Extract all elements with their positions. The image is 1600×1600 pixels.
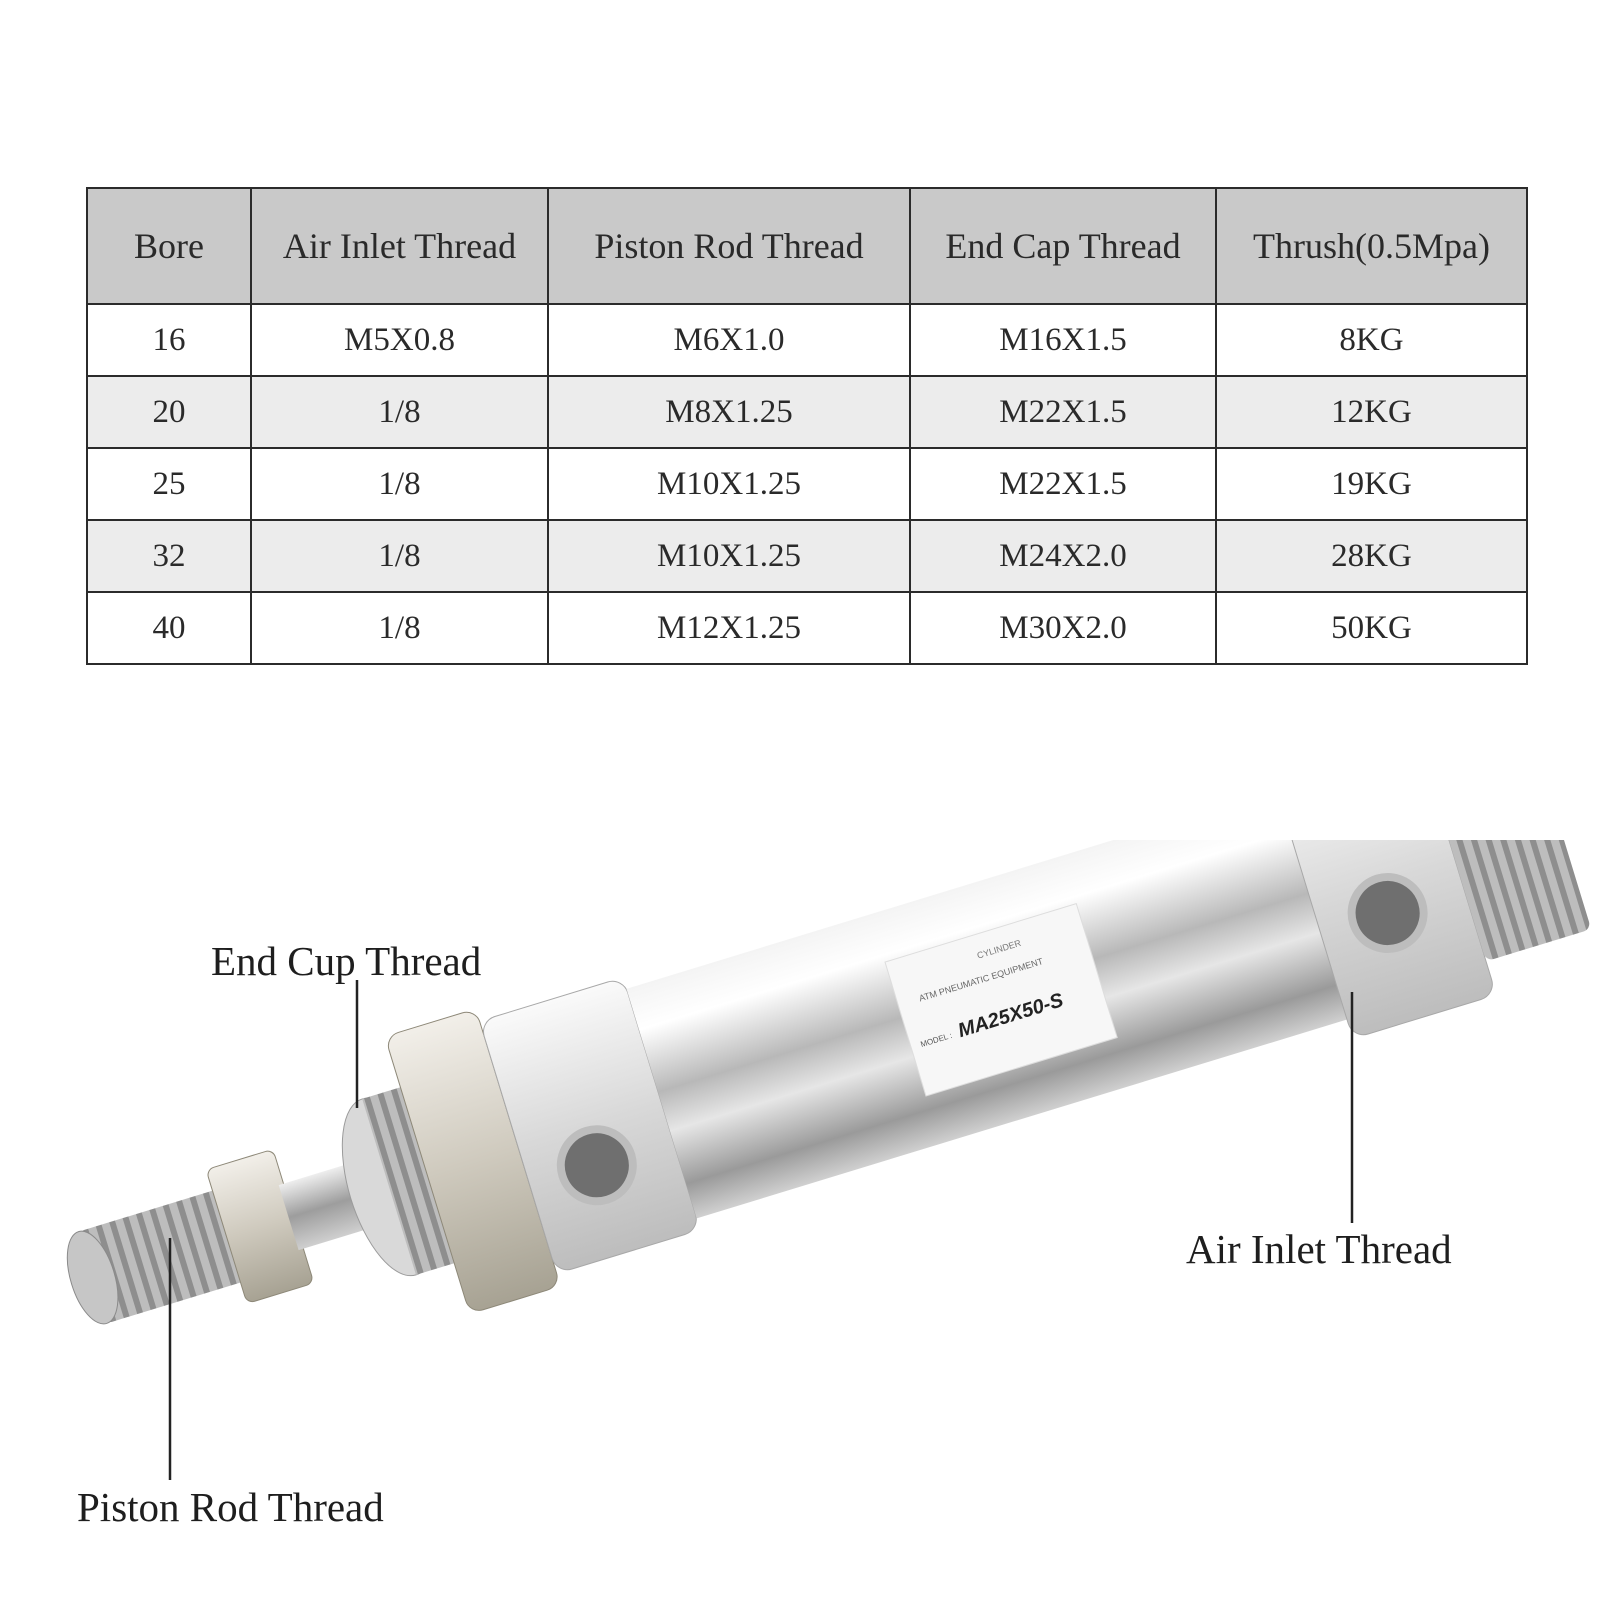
header-air-inlet-thread: Air Inlet Thread — [251, 188, 548, 304]
cell-air-inlet: 1/8 — [251, 376, 548, 448]
cell-air-inlet: 1/8 — [251, 592, 548, 664]
cell-bore: 32 — [87, 520, 251, 592]
table-row — [87, 304, 1527, 376]
cell-piston-rod: M10X1.25 — [548, 448, 910, 520]
piston-rod-thread-callout: Piston Rod Thread — [77, 1484, 384, 1530]
cell-piston-rod: M6X1.0 — [548, 304, 910, 376]
header-piston-rod-thread: Piston Rod Thread — [548, 188, 910, 304]
cell-bore: 16 — [87, 304, 251, 376]
header-row — [87, 188, 1527, 304]
label-cylinder: CYLINDER — [975, 937, 1023, 961]
cell-thrust: 19KG — [1216, 448, 1527, 520]
cell-piston-rod: M8X1.25 — [548, 376, 910, 448]
label-model-prefix: MODEL : — [919, 1030, 954, 1050]
spec-table — [86, 187, 1528, 665]
end-cup-thread-callout: End Cup Thread — [211, 938, 482, 984]
table-row — [87, 376, 1527, 448]
cell-thrust: 8KG — [1216, 304, 1527, 376]
cell-end-cap: M30X2.0 — [910, 592, 1216, 664]
table-row — [87, 592, 1527, 664]
cell-air-inlet: 1/8 — [251, 520, 548, 592]
cell-end-cap: M22X1.5 — [910, 448, 1216, 520]
cell-piston-rod: M10X1.25 — [548, 520, 910, 592]
table-row — [87, 520, 1527, 592]
cell-bore: 25 — [87, 448, 251, 520]
cell-end-cap: M24X2.0 — [910, 520, 1216, 592]
header-end-cap-thread: End Cap Thread — [910, 188, 1216, 304]
cell-bore: 20 — [87, 376, 251, 448]
label-maker: ATM PNEUMATIC EQUIPMENT — [917, 956, 1045, 1004]
table-row — [87, 448, 1527, 520]
cell-air-inlet: M5X0.8 — [251, 304, 548, 376]
cell-thrust: 28KG — [1216, 520, 1527, 592]
cell-thrust: 50KG — [1216, 592, 1527, 664]
air-inlet-thread-callout: Air Inlet Thread — [1186, 1226, 1452, 1272]
cell-thrust: 12KG — [1216, 376, 1527, 448]
cell-piston-rod: M12X1.25 — [548, 592, 910, 664]
cell-end-cap: M16X1.5 — [910, 304, 1216, 376]
cell-end-cap: M22X1.5 — [910, 376, 1216, 448]
label-model: MA25X50-S — [955, 989, 1066, 1043]
header-bore: Bore — [87, 188, 251, 304]
cell-air-inlet: 1/8 — [251, 448, 548, 520]
header-thrust: Thrush(0.5Mpa) — [1216, 188, 1527, 304]
cell-bore: 40 — [87, 592, 251, 664]
